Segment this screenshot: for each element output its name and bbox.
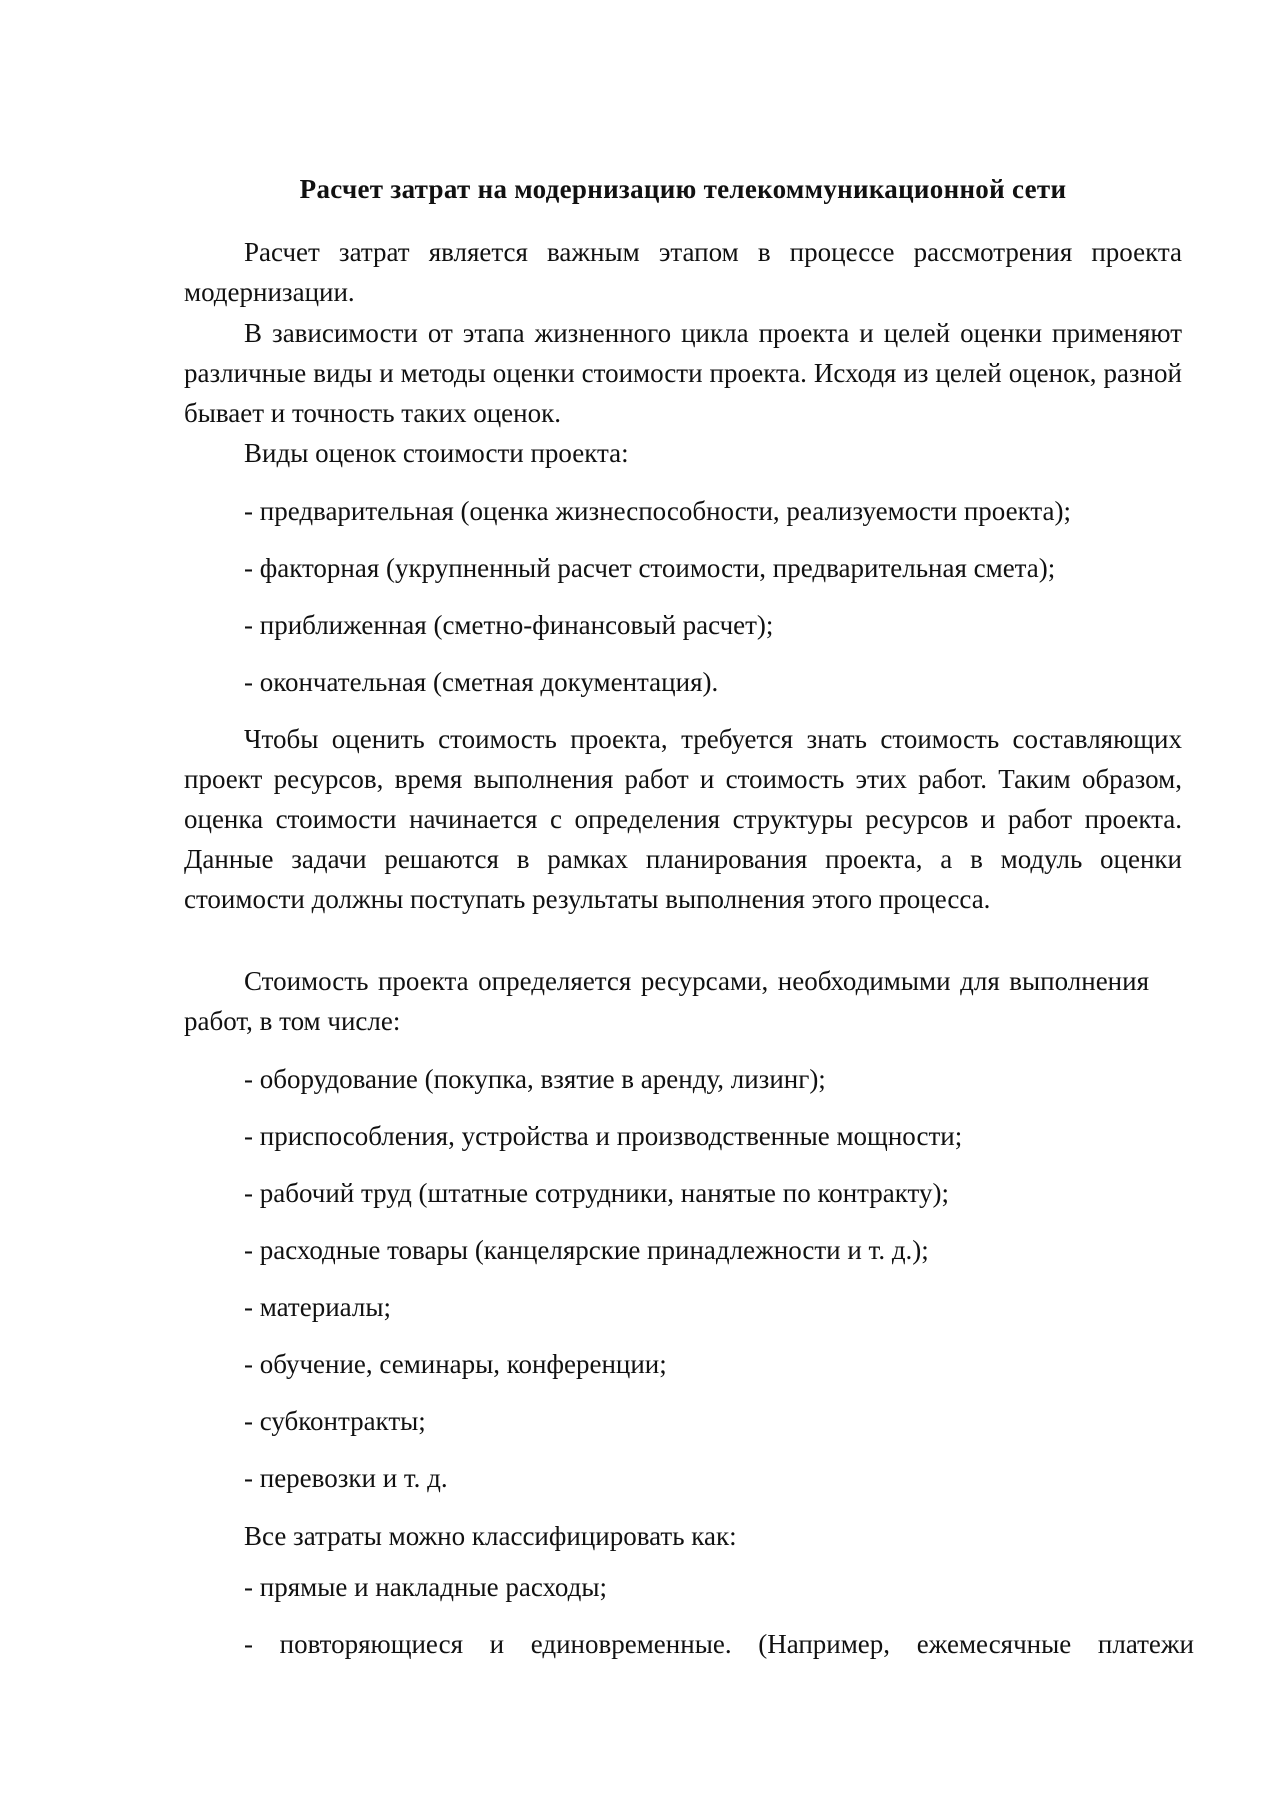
paragraph-lifecycle <box>184 313 1182 433</box>
paragraph-resources-text: Стоимость проекта определяется ресурсами, необходимыми для выполнения работ, в том числе: <box>184 966 1149 1036</box>
list-item-resource-5: - материалы; <box>244 1292 391 1322</box>
paragraph-intro <box>184 232 1182 312</box>
list-item-resource-7: - субконтракты; <box>244 1406 426 1436</box>
list-item-kind-4: - окончательная (сметная документация). <box>244 667 719 697</box>
list-item-kind-2: - факторная (укрупненный расчет стоимости, предварительная смета); <box>244 553 1056 583</box>
paragraph-lifecycle-text: В зависимости от этапа жизненного цикла проекта и целей оценки применяют различные виды и методы оценки стоимости проекта. Исходя из целей оценок, разной бывает и точность таких оценок. <box>184 318 1182 428</box>
list-item-kind-1: - предварительная (оценка жизнеспособности, реализуемости проекта); <box>244 496 1071 526</box>
paragraph-resources <box>184 961 1149 1041</box>
paragraph-structure-text: Чтобы оценить стоимость проекта, требуется знать стоимость составляющих проект ресурсов, время выполнения работ и стоимость этих работ. Таким образом, оценка стоимости начинается с определения структуры ресурсов и работ проекта. Данные задачи решаются в рамках планирования проекта, а в модуль оценки стоимости должны поступать результаты выполнения этого процесса. <box>184 724 1182 914</box>
page-title: Расчет затрат на модернизацию телекоммуникационной сети <box>299 174 1067 204</box>
list-item-class-1: - прямые и накладные расходы; <box>244 1572 608 1602</box>
list-item-resource-2: - приспособления, устройства и производственные мощности; <box>244 1121 963 1151</box>
paragraph-intro-text: Расчет затрат является важным этапом в процессе рассмотрения проекта модернизации. <box>184 237 1182 307</box>
paragraph-structure <box>184 719 1182 919</box>
kinds-intro: Виды оценок стоимости проекта: <box>244 438 629 468</box>
classify-intro: Все затраты можно классифицировать как: <box>244 1521 737 1551</box>
list-item-resource-3: - рабочий труд (штатные сотрудники, нанятые по контракту); <box>244 1178 949 1208</box>
list-item-kind-3: - приближенная (сметно-финансовый расчет); <box>244 610 774 640</box>
list-item-resource-6: - обучение, семинары, конференции; <box>244 1349 667 1379</box>
list-item-resource-1: - оборудование (покупка, взятие в аренду, лизинг); <box>244 1064 826 1094</box>
list-item-resource-4: - расходные товары (канцелярские принадлежности и т. д.); <box>244 1235 929 1265</box>
list-item-resource-8: - перевозки и т. д. <box>244 1463 448 1493</box>
list-item-class-2: - повторяющиеся и единовременные. (Например, ежемесячные платежи <box>244 1629 1194 1659</box>
